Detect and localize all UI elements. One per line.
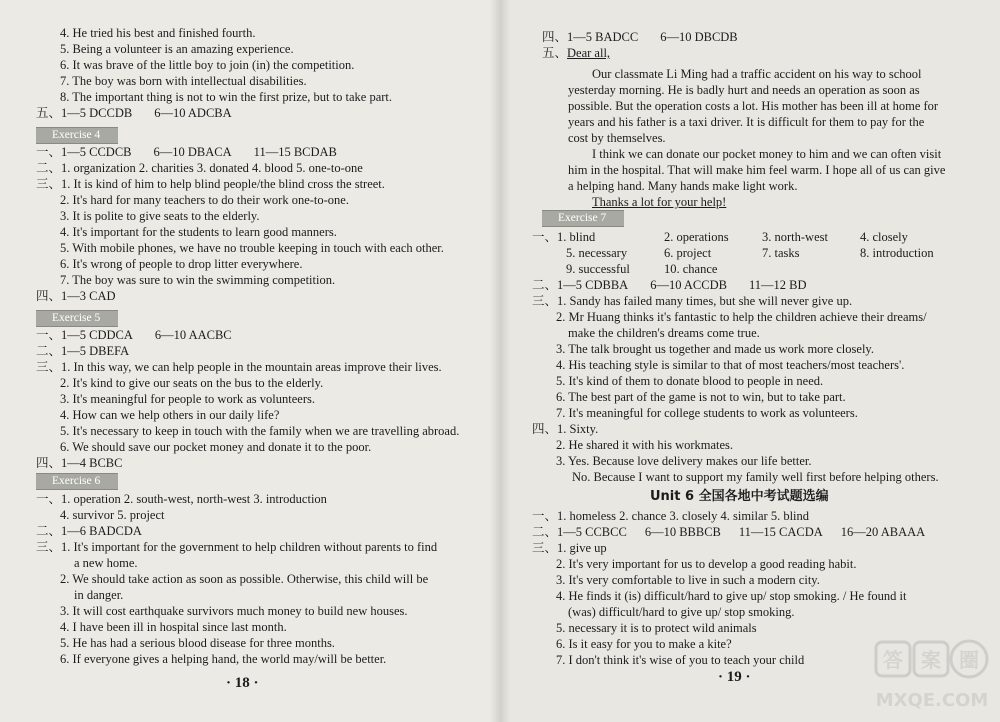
watermark-logo: [872, 636, 992, 716]
answer-line: 一、1. homeless 2. chance 3. closely 4. similar 5. blind: [532, 509, 810, 523]
answer-line: [542, 46, 610, 61]
answer-line: 2. It's kind to give our seats on the bus to the elderly.: [60, 376, 324, 390]
answer-line: 6. We should save our pocket money and donate it to the poor.: [60, 440, 372, 454]
answer-item: 7. tasks: [762, 246, 800, 260]
answer-line: [542, 30, 738, 45]
answer-item: 4. closely: [860, 230, 908, 244]
watermark-url: MXQE.COM: [875, 690, 989, 711]
answer-item: 2. operations: [664, 230, 729, 244]
answer-line: [36, 328, 232, 343]
answer-item: 6. project: [664, 246, 712, 260]
answer-item: 5. necessary: [566, 246, 628, 260]
letter-greeting: Dear all,: [567, 46, 611, 60]
answer-line: 四、1—4 BCBC: [36, 456, 123, 470]
answer-line: 7. It's meaningful for college students to work as volunteers.: [556, 406, 858, 420]
answer-line: 7. The boy was sure to win the swimming competition.: [60, 273, 336, 287]
answer-line: 7. The boy was born with intellectual disabilities.: [60, 74, 307, 88]
answer-group: 二、1—5 CDBBA: [532, 278, 629, 292]
answer-line: 4. How can we help others in our daily life?: [60, 408, 280, 422]
answer-group: 五、1—5 DCCDB: [36, 106, 133, 120]
answer-item: 10. chance: [664, 262, 718, 276]
book-gutter-shadow: [490, 0, 510, 722]
answer-line: 四、1—3 CAD: [36, 289, 116, 303]
answer-line: 二、1—5 DBEFA: [36, 344, 130, 358]
answer-group: 6—10 ACCDB: [650, 278, 727, 292]
answer-line: [36, 145, 337, 160]
answer-line: 6. If everyone gives a helping hand, the world may/will be better.: [60, 652, 387, 666]
answer-line: 3. It's very comfortable to live in such a modern city.: [556, 573, 820, 587]
exercise-label: Exercise 4: [36, 127, 118, 144]
answer-line: 3. Yes. Because love delivery makes our life better.: [556, 454, 812, 468]
watermark-char: 答: [883, 648, 903, 672]
answer-line: 三、1. It's important for the government to help children without parents to find: [36, 540, 438, 554]
answer-line: 3. It is polite to give seats to the elderly.: [60, 209, 260, 223]
letter-line: years and his father is a taxi driver. It is difficult for them to pay for the: [568, 115, 925, 129]
answer-group: 6—10 DBACA: [153, 145, 232, 159]
answer-line: 二、1. organization 2. charities 3. donated 4. blood 5. one-to-one: [36, 161, 363, 175]
page-right: [500, 0, 1000, 722]
answer-group: 四、1—5 BADCC: [542, 30, 639, 44]
answer-line: [532, 278, 807, 293]
answer-line: 6. Is it easy for you to make a kite?: [556, 637, 732, 651]
watermark-char: 案: [921, 648, 941, 672]
answer-line: 3. It's meaningful for people to work as volunteers.: [60, 392, 315, 406]
letter-line: Our classmate Li Ming had a traffic accident on his way to school: [592, 67, 922, 81]
answer-line: in danger.: [74, 588, 124, 602]
letter-line: a helping hand. Many hands make light work.: [568, 179, 798, 193]
answer-group: 11—15 CACDA: [738, 525, 823, 539]
page-number: · 18 ·: [226, 675, 259, 691]
answer-line: 5. It's kind of them to donate blood to people in need.: [556, 374, 824, 388]
section-marker: 五、: [542, 46, 568, 60]
letter-line: I think we can donate our pocket money to him and we can often visit: [592, 147, 942, 161]
unit-title: Unit 6 全国各地中考试题选编: [650, 489, 829, 504]
answer-line: 4. His teaching style is similar to that of most teachers/most teachers'.: [556, 358, 905, 372]
answer-line: [532, 525, 925, 540]
exercise-label: Exercise 6: [36, 473, 118, 490]
answer-line: 三、1. Sandy has failed many times, but she will never give up.: [532, 294, 853, 308]
answer-line: 6. It's wrong of people to drop litter everywhere.: [60, 257, 303, 271]
answer-line: 4. It's important for the students to learn good manners.: [60, 225, 337, 239]
answer-line: 3. It will cost earthquake survivors much money to build new houses.: [60, 604, 408, 618]
letter-line: cost by themselves.: [568, 131, 666, 145]
answer-line: 7. I don't think it's wise of you to teach your child: [556, 653, 805, 667]
answer-group: 6—10 DBCDB: [660, 30, 738, 44]
letter-line: yesterday morning. He is badly hurt and needs an operation as soon as: [568, 83, 920, 97]
answer-group: 一、1—5 CDDCA: [36, 328, 133, 342]
letter-line: possible. But the operation costs a lot. His mother has been ill at home for: [568, 99, 939, 113]
answer-item: 8. introduction: [860, 246, 934, 260]
answer-line: 三、1. In this way, we can help people in the mountain areas improve their lives.: [36, 360, 442, 374]
answer-group: 6—10 AACBC: [154, 328, 232, 342]
answer-line: 2. It's hard for many teachers to do their work one-to-one.: [60, 193, 349, 207]
answer-line: 5. Being a volunteer is an amazing experience.: [60, 42, 294, 56]
answer-group: 6—10 BBBCB: [644, 525, 721, 539]
answer-group: 一、1—5 CCDCB: [36, 145, 132, 159]
answer-line: 5. He has had a serious blood disease for three months.: [60, 636, 335, 650]
letter-line: him in the hospital. That will make him feel warm. I hope all of us can give: [568, 163, 946, 177]
answer-line: 6. It was brave of the little boy to join (in) the competition.: [60, 58, 355, 72]
answer-item: 一、1. blind: [532, 230, 596, 244]
answer-line: 2. It's very important for us to develop a good reading habit.: [556, 557, 857, 571]
answer-item: 3. north-west: [762, 230, 828, 244]
answer-line: [36, 106, 232, 121]
answer-line: 2. He shared it with his workmates.: [556, 438, 734, 452]
answer-line: 四、1. Sixty.: [532, 422, 599, 436]
answer-group: 6—10 ADCBA: [154, 106, 232, 120]
answer-group: 11—12 BD: [748, 278, 807, 292]
answer-line: 4. I have been ill in hospital since last month.: [60, 620, 287, 634]
answer-item: 9. successful: [566, 262, 630, 276]
answer-line: 5. With mobile phones, we have no trouble keeping in touch with each other.: [60, 241, 444, 255]
answer-line: 二、1—6 BADCDA: [36, 524, 142, 538]
answer-line: 8. The important thing is not to win the first prize, but to take part.: [60, 90, 393, 104]
letter-closing: Thanks a lot for your help!: [592, 195, 727, 209]
answer-line: 4. survivor 5. project: [60, 508, 165, 522]
answer-line: 4. He tried his best and finished fourth.: [60, 26, 256, 40]
answer-line: 三、1. give up: [532, 541, 607, 555]
page-number: · 19 ·: [718, 669, 751, 685]
answer-line: (was) difficult/hard to give up/ stop smoking.: [568, 605, 795, 619]
answer-line: No. Because I want to support my family well first before helping others.: [572, 470, 939, 484]
answer-line: 2. Mr Huang thinks it's fantastic to help the children achieve their dreams/: [556, 310, 927, 324]
answer-group: 16—20 ABAAA: [840, 525, 926, 539]
answer-line: 3. The talk brought us together and made us work more closely.: [556, 342, 874, 356]
answer-group: 二、1—5 CCBCC: [532, 525, 627, 539]
answer-line: 5. It's necessary to keep in touch with the family when we are travelling abroad.: [60, 424, 460, 438]
answer-line: 2. We should take action as soon as possible. Otherwise, this child will be: [60, 572, 429, 586]
exercise-label: Exercise 7: [542, 210, 624, 227]
watermark-char: 圈: [959, 648, 979, 672]
answer-line: 6. The best part of the game is not to win, but to take part.: [556, 390, 846, 404]
answer-line: make the children's dreams come true.: [568, 326, 760, 340]
answer-group: 11—15 BCDAB: [253, 145, 337, 159]
answer-line: 5. necessary it is to protect wild animals: [556, 621, 757, 635]
answer-line: a new home.: [74, 556, 138, 570]
answer-line: 一、1. operation 2. south-west, north-west 3. introduction: [36, 492, 327, 506]
exercise-label: Exercise 5: [36, 310, 118, 327]
answer-line: 4. He finds it (is) difficult/hard to give up/ stop smoking. / He found it: [556, 589, 907, 603]
answer-line: 三、1. It is kind of him to help blind people/the blind cross the street.: [36, 177, 385, 191]
